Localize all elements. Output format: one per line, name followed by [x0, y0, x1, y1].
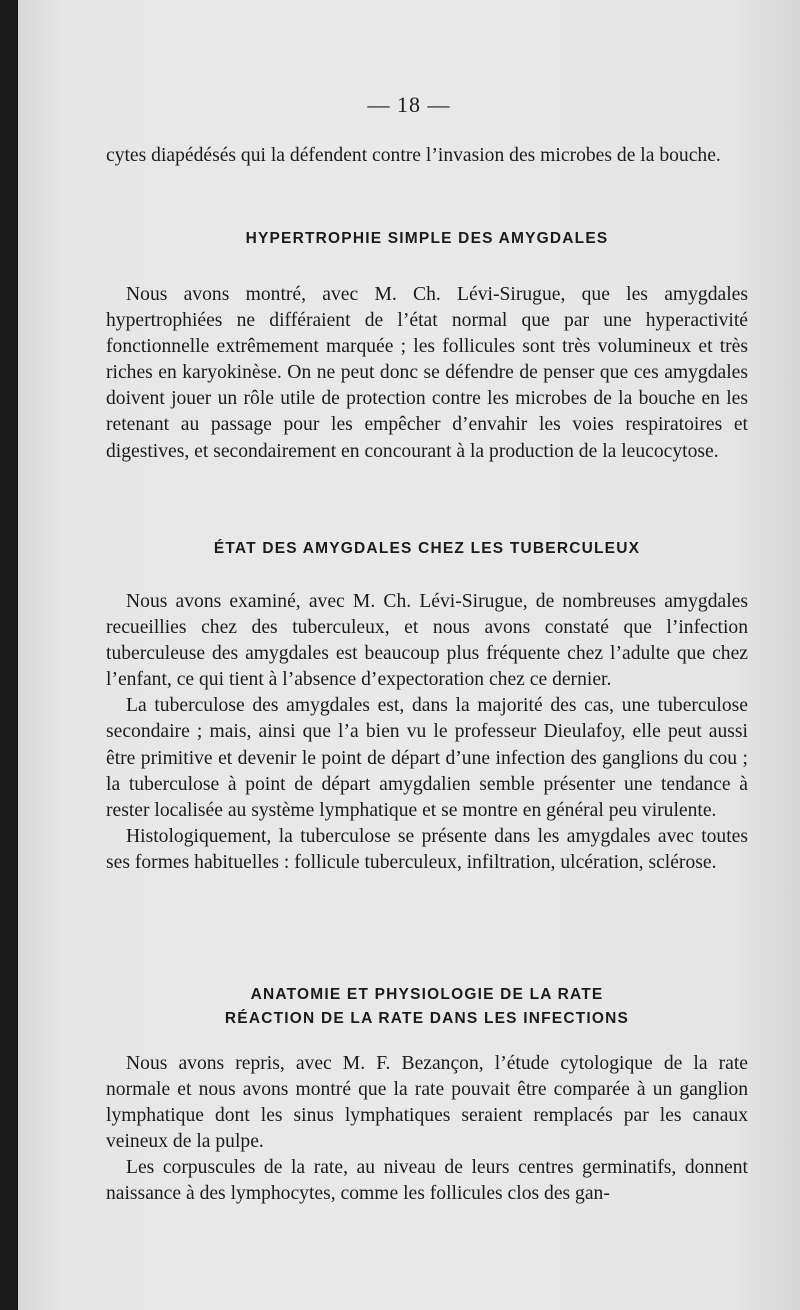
section-body-tuberculeux: [106, 589, 748, 876]
paragraph: Nous avons montré, avec M. Ch. Lévi-Sirugue, que les amygdales hypertrophiées ne différaient de l’état normal que par une hyperactivité fonctionnelle extrêmement marquée ; les follicules sont très volumineux et très riches en karyokinèse. On ne peut donc se défendre de penser que ces amygdales doivent jouer un rôle utile de protection contre les microbes de la bouche en les retenant au passage pour les empêcher d’envahir les voies respiratoires et digestives, et secondairement en concourant à la production de la leucocytose.: [106, 284, 748, 462]
paragraph: La tuberculose des amygdales est, dans la majorité des cas, une tuberculose secondaire ; mais, ainsi que l’a bien vu le professeur Dieulafoy, elle peut aussi être primitive et devenir le point de départ d’une infection des ganglions du cou ; la tuberculose à point de départ amygdalien semble présenter une tendance à rester localisée au système lymphatique et se montre en général peu virulente.: [106, 695, 748, 821]
section-heading-hypertrophie: HYPERTROPHIE SIMPLE DES AMYGDALES: [245, 230, 609, 247]
paragraph: Nous avons repris, avec M. F. Bezançon, l’étude cytologique de la rate normale et nous avons montré que la rate pouvait être comparée à un ganglion lymphatique dont les sinus lymphatiques seraient remplacés par les canaux veineux de la pulpe.: [106, 1053, 748, 1153]
section-body-hypertrophie: [106, 282, 748, 465]
section-heading-rate-line2: RÉACTION DE LA RATE DANS LES INFECTIONS: [224, 1010, 630, 1027]
paragraph: Les corpuscules de la rate, au niveau de leurs centres germinatifs, donnent naissance à des lymphocytes, comme les follicules clos des gan-: [106, 1157, 748, 1205]
page-number: — 18 —: [367, 92, 451, 117]
opening-paragraph-block: [106, 143, 748, 169]
section-heading-tuberculeux: ÉTAT DES AMYGDALES CHEZ LES TUBERCULEUX: [213, 540, 641, 557]
opening-paragraph: cytes diapédésés qui la défendent contre l’invasion des microbes de la bouche.: [106, 145, 721, 166]
section-body-rate: [106, 1051, 748, 1208]
book-page: [18, 0, 800, 1310]
section-heading-rate-line1: ANATOMIE ET PHYSIOLOGIE DE LA RATE: [250, 986, 604, 1003]
paragraph: Histologiquement, la tuberculose se présente dans les amygdales avec toutes ses formes habituelles : follicule tuberculeux, infiltration, ulcération, sclérose.: [106, 825, 748, 873]
paragraph: Nous avons examiné, avec M. Ch. Lévi-Sirugue, de nombreuses amygdales recueillies chez des tuberculeux, et nous avons constaté que l’infection tuberculeuse des amygdales est beaucoup plus fréquente chez l’adulte que chez l’enfant, ce qui tient à l’absence d’expectoration chez ce dernier.: [106, 591, 748, 691]
